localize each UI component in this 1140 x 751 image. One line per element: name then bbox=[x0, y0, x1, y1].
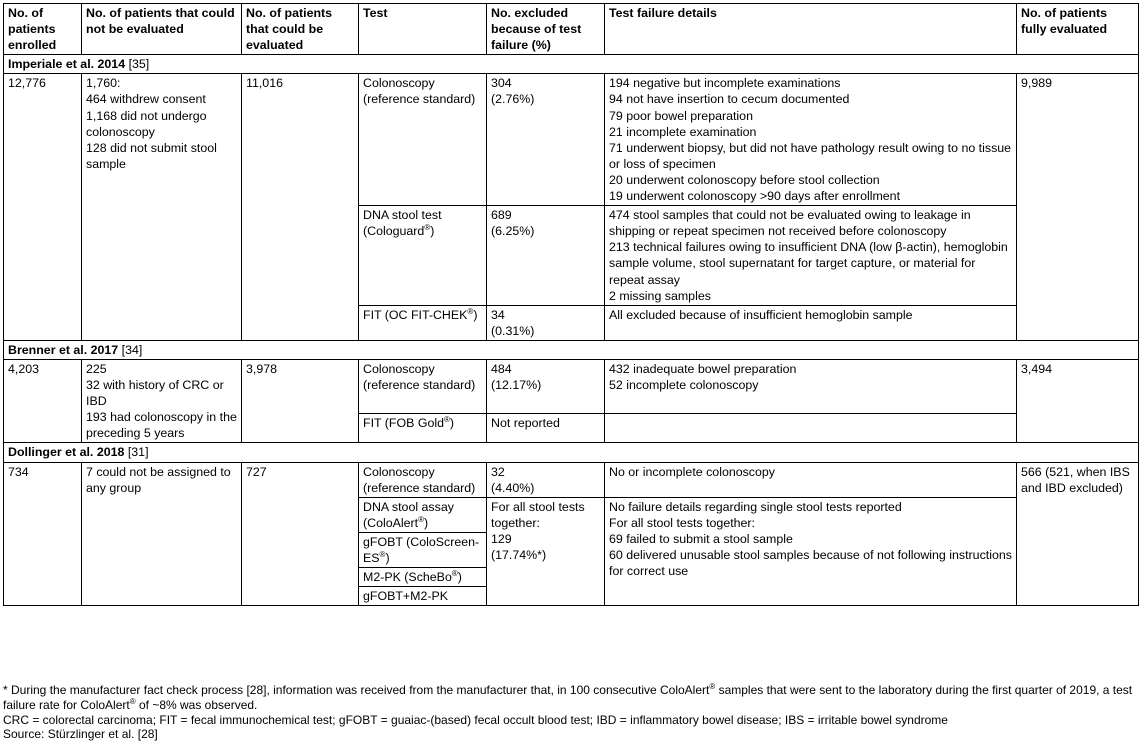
study-row-imperiale bbox=[4, 55, 1139, 74]
header-evaluated: No. of patients that could be evaluated bbox=[242, 4, 359, 55]
test-failure-table bbox=[3, 3, 1139, 606]
evaluated-cell: 3,978 bbox=[242, 359, 359, 442]
evaluated-cell: 11,016 bbox=[242, 74, 359, 341]
header-row bbox=[4, 4, 1139, 55]
details-cell: All excluded because of insufficient hemoglobin sample bbox=[605, 305, 1017, 340]
test-cell: gFOBT (ColoScreen-ES®) bbox=[359, 532, 487, 567]
study-reference: [34] bbox=[121, 342, 143, 357]
table-footnotes bbox=[3, 683, 1137, 742]
details-cell: 194 negative but incomplete examinations 94 not have insertion to cecum documented 79 poor bowel preparation 21 incomplete examination 71 underwent biopsy, but did not have pathology result owing to no tissue or loss of specimen 20 underwent colonoscopy before stool collection 19 underwent colonoscopy >90 days after enrollment bbox=[605, 74, 1017, 206]
not-evaluated-cell: 1,760: 464 withdrew consent 1,168 did not undergo colonoscopy 128 did not submit stool sample bbox=[82, 74, 242, 341]
excluded-cell: 32 (4.40%) bbox=[487, 462, 605, 497]
header-excluded: No. excluded because of test failure (%) bbox=[487, 4, 605, 55]
enrolled-cell: 12,776 bbox=[4, 74, 82, 341]
details-cell: 474 stool samples that could not be evaluated owing to leakage in shipping or repeat specimen not received before colonoscopy 213 technical failures owing to insufficient DNA (low β-actin), hemoglobin sample volume, stool supernatant for target capture, or material for repeat assay 2 missing samples bbox=[605, 206, 1017, 306]
study-name: Brenner et al. 2017 bbox=[8, 342, 119, 357]
study-name: Imperiale et al. 2014 bbox=[8, 57, 126, 72]
test-cell: DNA stool test (Cologuard®) bbox=[359, 206, 487, 306]
table-row bbox=[4, 74, 1139, 206]
study-title bbox=[4, 340, 1139, 359]
header-enrolled: No. of patients enrolled bbox=[4, 4, 82, 55]
excluded-cell: 689 (6.25%) bbox=[487, 206, 605, 306]
not-evaluated-cell: 225 32 with history of CRC or IBD 193 had colonoscopy in the preceding 5 years bbox=[82, 359, 242, 442]
study-title bbox=[4, 443, 1139, 462]
study-row-dollinger bbox=[4, 443, 1139, 462]
study-name: Dollinger et al. 2018 bbox=[8, 445, 125, 460]
fully-evaluated-cell: 3,494 bbox=[1017, 359, 1139, 442]
test-cell: Colonoscopy (reference standard) bbox=[359, 359, 487, 413]
study-row-brenner bbox=[4, 340, 1139, 359]
evaluated-cell: 727 bbox=[242, 462, 359, 606]
test-cell: DNA stool assay (ColoAlert®) bbox=[359, 497, 487, 532]
test-cell: FIT (OC FIT-CHEK®) bbox=[359, 305, 487, 340]
excluded-cell: 34 (0.31%) bbox=[487, 305, 605, 340]
header-fully-evaluated: No. of patients fully evaluated bbox=[1017, 4, 1139, 55]
study-title bbox=[4, 55, 1139, 74]
fully-evaluated-cell: 9,989 bbox=[1017, 74, 1139, 341]
test-cell: Colonoscopy (reference standard) bbox=[359, 74, 487, 206]
fully-evaluated-cell: 566 (521, when IBS and IBD excluded) bbox=[1017, 462, 1139, 606]
details-cell: No failure details regarding single stool tests reported For all stool tests together: 69 failed to submit a stool sample 60 delivered unusable stool samples because of not following instructions for correct use bbox=[605, 497, 1017, 606]
excluded-cell: Not reported bbox=[487, 414, 605, 443]
excluded-cell: 304 (2.76%) bbox=[487, 74, 605, 206]
footnote-asterisk: * During the manufacturer fact check process [28], information was received from the manufacturer that, in 100 consecutive ColoAlert® samples that were sent to the laboratory during the first quarter of 2019, a test failure rate for ColoAlert® of ~8% was observed. bbox=[3, 682, 1133, 712]
test-cell: Colonoscopy (reference standard) bbox=[359, 462, 487, 497]
header-test: Test bbox=[359, 4, 487, 55]
test-cell: gFOBT+M2-PK bbox=[359, 587, 487, 606]
header-details: Test failure details bbox=[605, 4, 1017, 55]
excluded-cell: For all stool tests together: 129 (17.74%*) bbox=[487, 497, 605, 606]
test-cell: M2-PK (ScheBo®) bbox=[359, 568, 487, 587]
excluded-cell: 484 (12.17%) bbox=[487, 359, 605, 413]
details-cell: No or incomplete colonoscopy bbox=[605, 462, 1017, 497]
table-row bbox=[4, 359, 1139, 413]
table-row bbox=[4, 462, 1139, 497]
not-evaluated-cell: 7 could not be assigned to any group bbox=[82, 462, 242, 606]
study-reference: [35] bbox=[128, 57, 150, 72]
study-reference: [31] bbox=[127, 445, 149, 460]
footnote-abbreviations: CRC = colorectal carcinoma; FIT = fecal immunochemical test; gFOBT = guaiac-(based) fecal occult blood test; IBD = inflammatory bowel disease; IBS = irritable bowel syndrome bbox=[3, 712, 948, 727]
details-cell: 432 inadequate bowel preparation 52 incomplete colonoscopy bbox=[605, 359, 1017, 413]
details-cell bbox=[605, 414, 1017, 443]
enrolled-cell: 4,203 bbox=[4, 359, 82, 442]
header-not-evaluated: No. of patients that could not be evaluated bbox=[82, 4, 242, 55]
test-cell: FIT (FOB Gold®) bbox=[359, 414, 487, 443]
enrolled-cell: 734 bbox=[4, 462, 82, 606]
footnote-source: Source: Stürzlinger et al. [28] bbox=[3, 727, 158, 742]
